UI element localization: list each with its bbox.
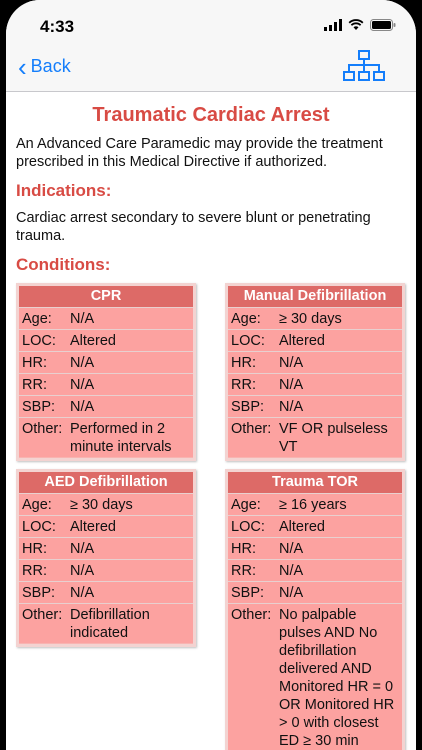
row-value: N/A bbox=[70, 355, 95, 371]
conditions-heading: Conditions: bbox=[16, 255, 111, 274]
flowchart-icon[interactable] bbox=[342, 50, 386, 82]
row-label: HR: bbox=[231, 541, 256, 557]
card-title: Manual Defibrillation bbox=[228, 286, 402, 307]
card-row bbox=[19, 581, 193, 603]
row-label: SBP: bbox=[22, 399, 56, 415]
condition-card-trauma-tor bbox=[225, 469, 405, 750]
card-row bbox=[19, 537, 193, 559]
page-content bbox=[6, 92, 416, 749]
condition-card-manual-defibrillation bbox=[225, 283, 405, 461]
row-value: N/A bbox=[279, 563, 304, 579]
condition-card-aed-defibrillation bbox=[16, 469, 196, 647]
row-value: No palpable pulses AND No defibrillation delivered AND Monitored HR = 0 OR Monitored HR > 0 with closest ED ≥ 30 min bbox=[279, 607, 395, 749]
indications-text: Cardiac arrest secondary to severe blunt or penetrating trauma. bbox=[16, 210, 371, 244]
card-row bbox=[228, 537, 402, 559]
card-row bbox=[19, 329, 193, 351]
row-label: RR: bbox=[231, 377, 256, 393]
row-value: N/A bbox=[70, 585, 95, 601]
row-value: ≥ 30 days bbox=[70, 497, 133, 513]
row-value: Altered bbox=[279, 519, 325, 535]
card-row bbox=[228, 515, 402, 537]
row-value: ≥ 30 days bbox=[279, 311, 342, 327]
card-row bbox=[228, 493, 402, 515]
row-value: N/A bbox=[70, 563, 95, 579]
card-row bbox=[19, 395, 193, 417]
card-row bbox=[19, 417, 193, 457]
row-value: N/A bbox=[279, 399, 304, 415]
row-label: Age: bbox=[22, 497, 52, 513]
card-row bbox=[228, 307, 402, 329]
card-title: Trauma TOR bbox=[228, 472, 402, 493]
row-label: HR: bbox=[22, 355, 47, 371]
wifi-icon bbox=[348, 19, 364, 31]
card-row bbox=[228, 329, 402, 351]
row-value: VF OR pulseless VT bbox=[279, 421, 388, 455]
row-label: SBP: bbox=[231, 399, 265, 415]
card-row bbox=[19, 515, 193, 537]
row-label: Age: bbox=[22, 311, 52, 327]
row-value: N/A bbox=[70, 377, 95, 393]
row-label: LOC: bbox=[22, 519, 56, 535]
row-value: N/A bbox=[279, 585, 304, 601]
card-row bbox=[228, 603, 402, 750]
intro-text: An Advanced Care Paramedic may provide the treatment prescribed in this Medical Directive if authorized. bbox=[16, 136, 383, 170]
row-value: Defibrillation indicated bbox=[70, 607, 150, 641]
row-value: N/A bbox=[279, 355, 304, 371]
card-row bbox=[19, 351, 193, 373]
card-row bbox=[228, 559, 402, 581]
card-title: AED Defibrillation bbox=[19, 472, 193, 493]
row-value: Altered bbox=[279, 333, 325, 349]
status-icons bbox=[324, 19, 396, 31]
row-label: Other: bbox=[231, 421, 272, 437]
row-label: Other: bbox=[22, 421, 63, 437]
status-time: 4:33 bbox=[40, 17, 75, 36]
phone-screen bbox=[6, 0, 416, 750]
card-row bbox=[19, 559, 193, 581]
row-value: N/A bbox=[70, 399, 95, 415]
card-row bbox=[19, 493, 193, 515]
row-label: LOC: bbox=[22, 333, 56, 349]
row-label: Other: bbox=[231, 607, 272, 623]
row-value: Altered bbox=[70, 333, 116, 349]
row-label: Age: bbox=[231, 311, 261, 327]
condition-card-cpr bbox=[16, 283, 196, 461]
chevron-left-icon: ‹ bbox=[18, 51, 27, 82]
battery-icon bbox=[370, 19, 396, 31]
back-label: Back bbox=[30, 56, 71, 76]
card-row bbox=[19, 603, 193, 643]
row-label: Age: bbox=[231, 497, 261, 513]
card-row bbox=[228, 373, 402, 395]
row-label: RR: bbox=[22, 377, 47, 393]
page-title: Traumatic Cardiac Arrest bbox=[92, 104, 330, 126]
card-title: CPR bbox=[19, 286, 193, 307]
row-value: N/A bbox=[70, 541, 95, 557]
row-label: RR: bbox=[231, 563, 256, 579]
row-label: SBP: bbox=[22, 585, 56, 601]
row-label: LOC: bbox=[231, 333, 265, 349]
row-label: SBP: bbox=[231, 585, 265, 601]
navigation-bar bbox=[6, 0, 416, 92]
card-row bbox=[228, 581, 402, 603]
row-value: ≥ 16 years bbox=[279, 497, 347, 513]
row-value: N/A bbox=[279, 377, 304, 393]
row-label: LOC: bbox=[231, 519, 265, 535]
card-row bbox=[228, 351, 402, 373]
row-label: HR: bbox=[22, 541, 47, 557]
card-row bbox=[228, 395, 402, 417]
card-row bbox=[19, 373, 193, 395]
row-value: N/A bbox=[279, 541, 304, 557]
row-label: Other: bbox=[22, 607, 63, 623]
row-label: RR: bbox=[22, 563, 47, 579]
card-row bbox=[228, 417, 402, 457]
row-label: HR: bbox=[231, 355, 256, 371]
signal-icon bbox=[324, 19, 342, 31]
back-button[interactable] bbox=[18, 51, 71, 82]
indications-heading: Indications: bbox=[16, 181, 112, 200]
card-row bbox=[19, 307, 193, 329]
row-value: Performed in 2 minute intervals bbox=[70, 421, 172, 455]
row-value: Altered bbox=[70, 519, 116, 535]
row-value: N/A bbox=[70, 311, 95, 327]
